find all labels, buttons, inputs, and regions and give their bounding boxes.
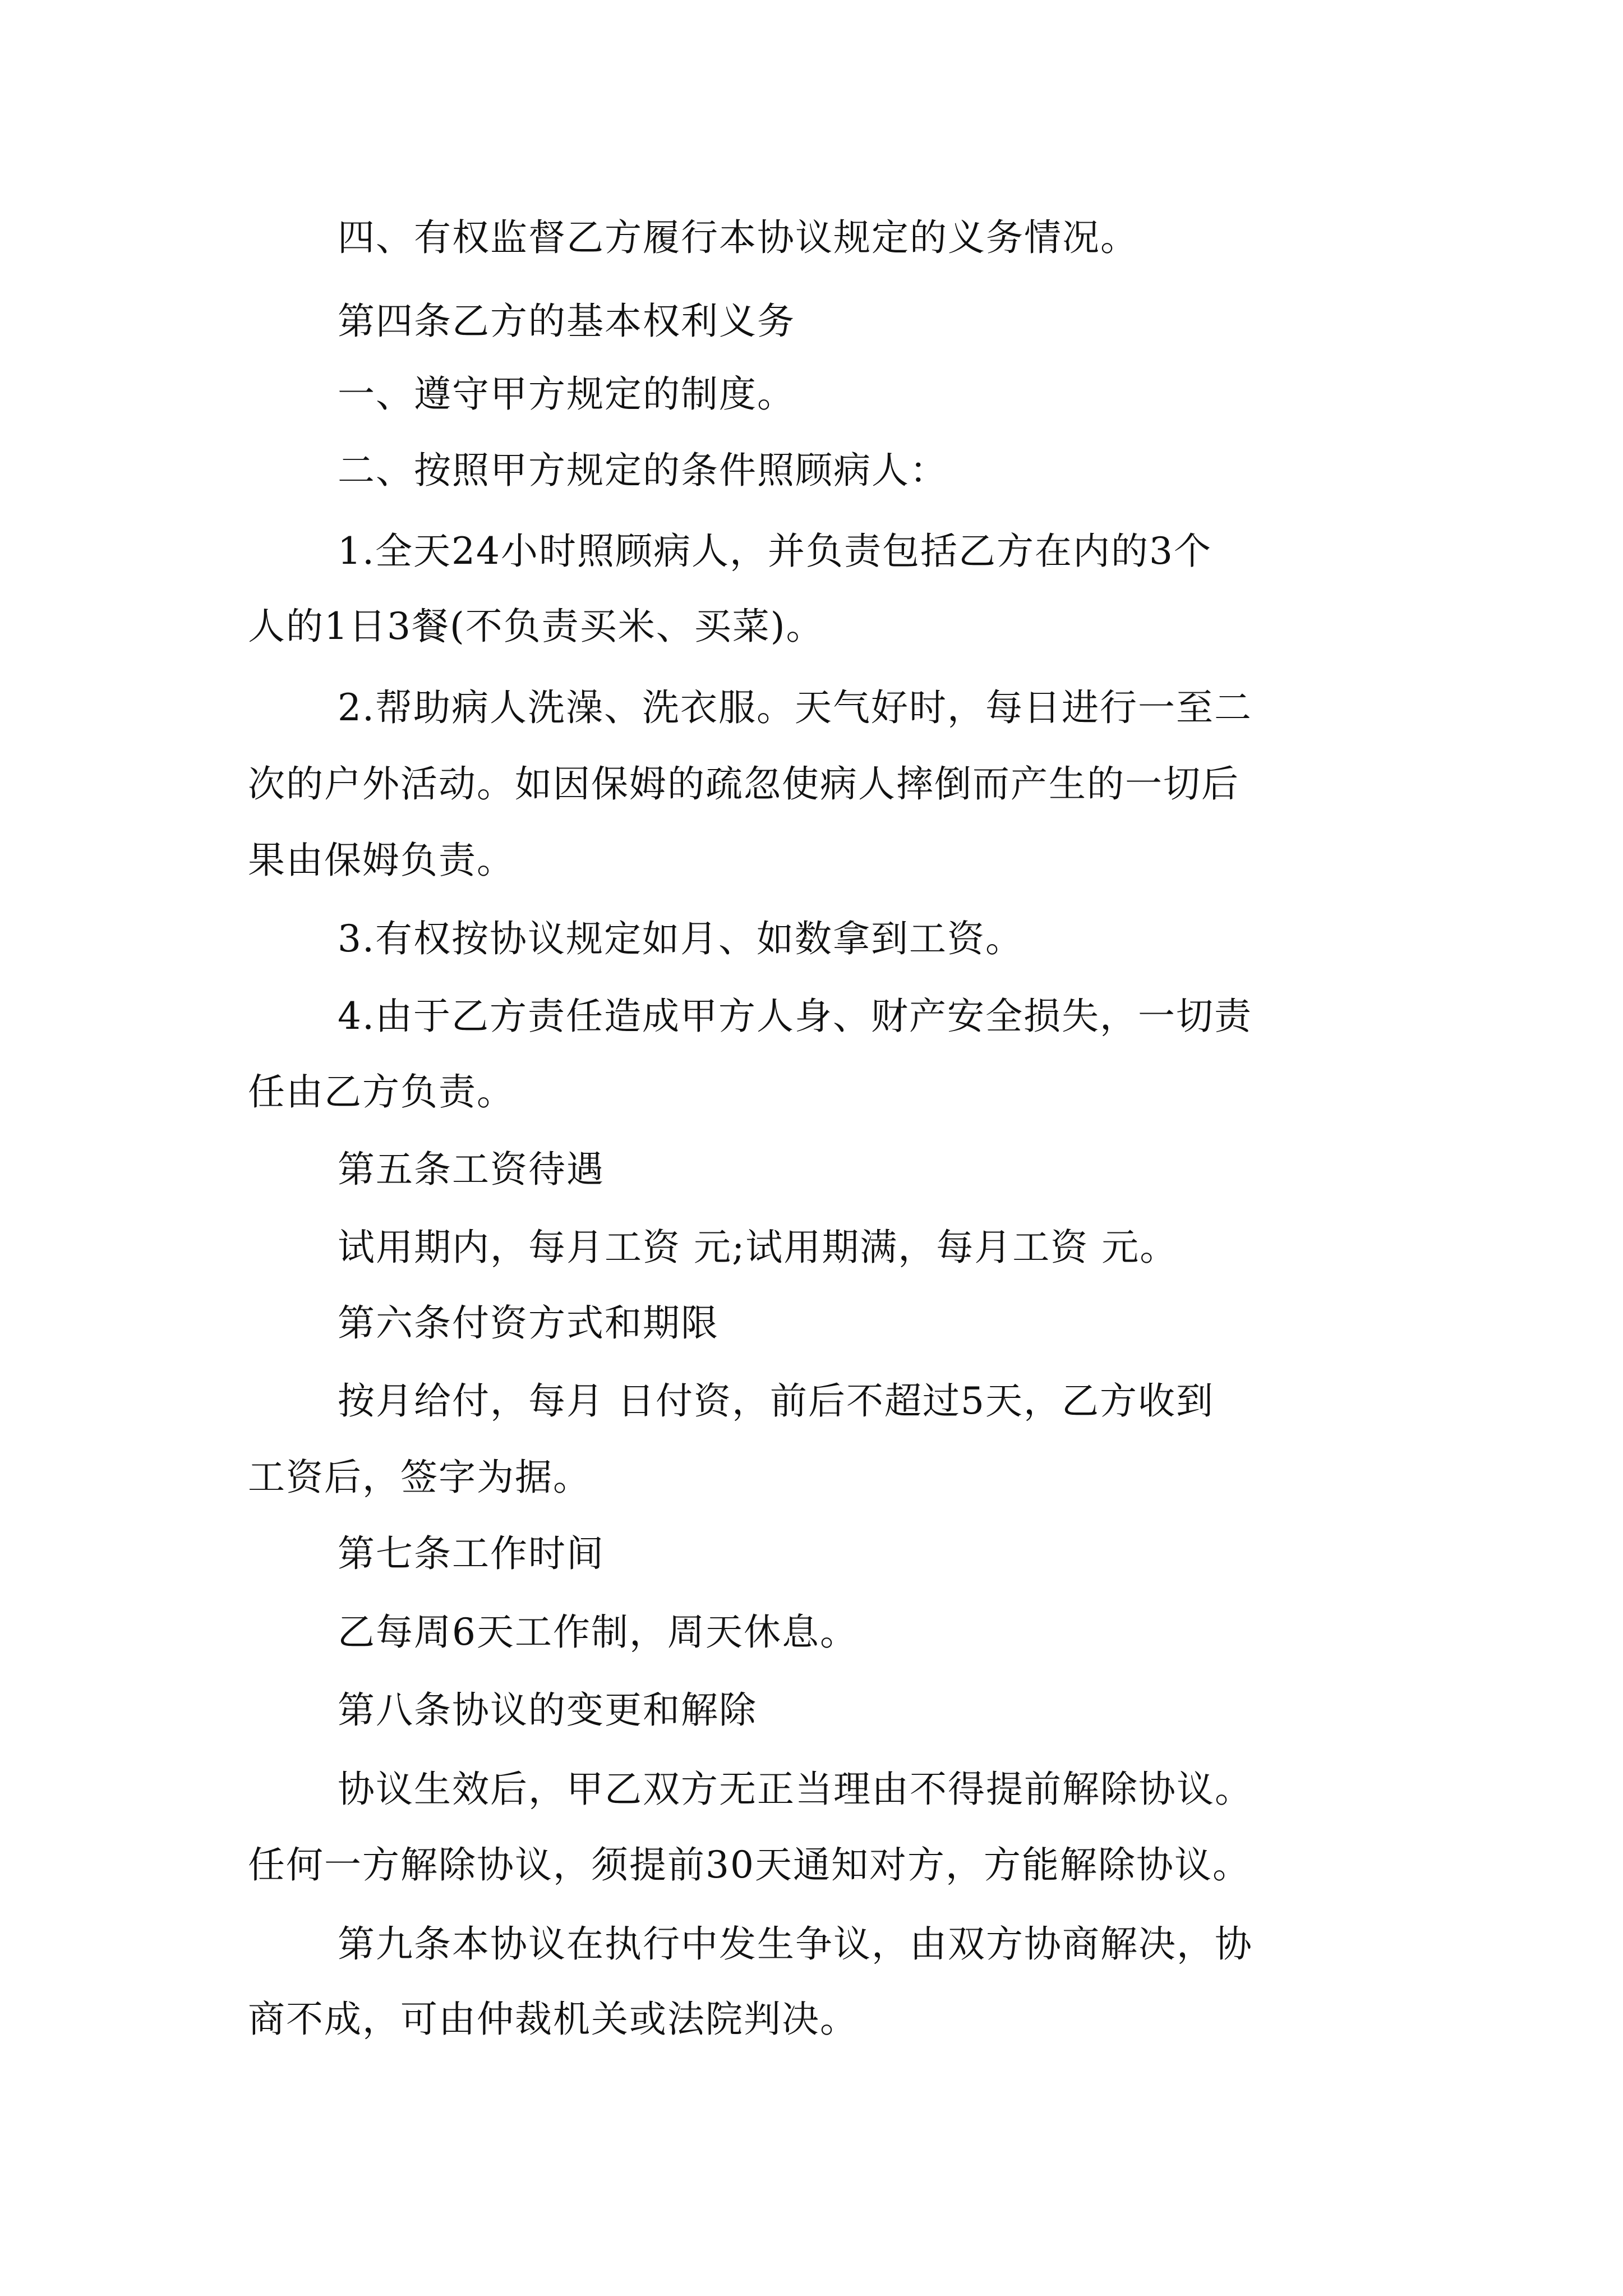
payment-line-2: 工资后，签字为据。 <box>248 1456 591 1499</box>
article-5-heading: 第五条工资待遇 <box>338 1148 605 1191</box>
duty-2-line: 二、按照甲方规定的条件照顾病人： <box>338 449 948 492</box>
item-1-line-1: 1.全天24小时照顾病人，并负责包括乙方在内的3个 <box>338 530 1212 573</box>
payment-line-1: 按月给付，每月 日付资，前后不超过5天，乙方收到 <box>338 1379 1214 1423</box>
item-4-line-1: 4.由于乙方责任造成甲方人身、财产安全损失，一切责 <box>338 995 1252 1038</box>
salary-line: 试用期内，每月工资 元;试用期满，每月工资 元。 <box>338 1226 1178 1269</box>
item-1-line-2: 人的1日3餐(不负责买米、买菜)。 <box>248 605 824 648</box>
clause-4-oversight-line: 四、有权监督乙方履行本协议规定的义务情况。 <box>338 216 1138 259</box>
item-2-line-1: 2.帮助病人洗澡、洗衣服。天气好时，每日进行一至二 <box>338 686 1252 729</box>
work-time-line: 乙每周6天工作制，周天休息。 <box>338 1611 858 1654</box>
duty-1-line: 一、遵守甲方规定的制度。 <box>338 372 795 416</box>
article-8-heading: 第八条协议的变更和解除 <box>338 1688 757 1732</box>
item-2-line-2: 次的户外活动。如因保姆的疏忽使病人摔倒而产生的一切后 <box>248 762 1239 806</box>
article-6-heading: 第六条付资方式和期限 <box>338 1301 719 1345</box>
article-7-heading: 第七条工作时间 <box>338 1532 605 1575</box>
termination-line-1: 协议生效后，甲乙双方无正当理由不得提前解除协议。 <box>338 1768 1253 1811</box>
item-4-line-2: 任由乙方负责。 <box>248 1070 515 1114</box>
item-3-line: 3.有权按协议规定如月、如数拿到工资。 <box>338 917 1023 960</box>
article-9-line-2: 商不成，可由仲裁机关或法院判决。 <box>248 1998 858 2041</box>
item-2-line-3: 果由保姆负责。 <box>248 839 515 882</box>
article-4-heading: 第四条乙方的基本权利义务 <box>338 300 795 343</box>
termination-line-2: 任何一方解除协议，须提前30天通知对方，方能解除协议。 <box>248 1843 1251 1887</box>
article-9-line-1: 第九条本协议在执行中发生争议，由双方协商解决，协 <box>338 1922 1253 1966</box>
